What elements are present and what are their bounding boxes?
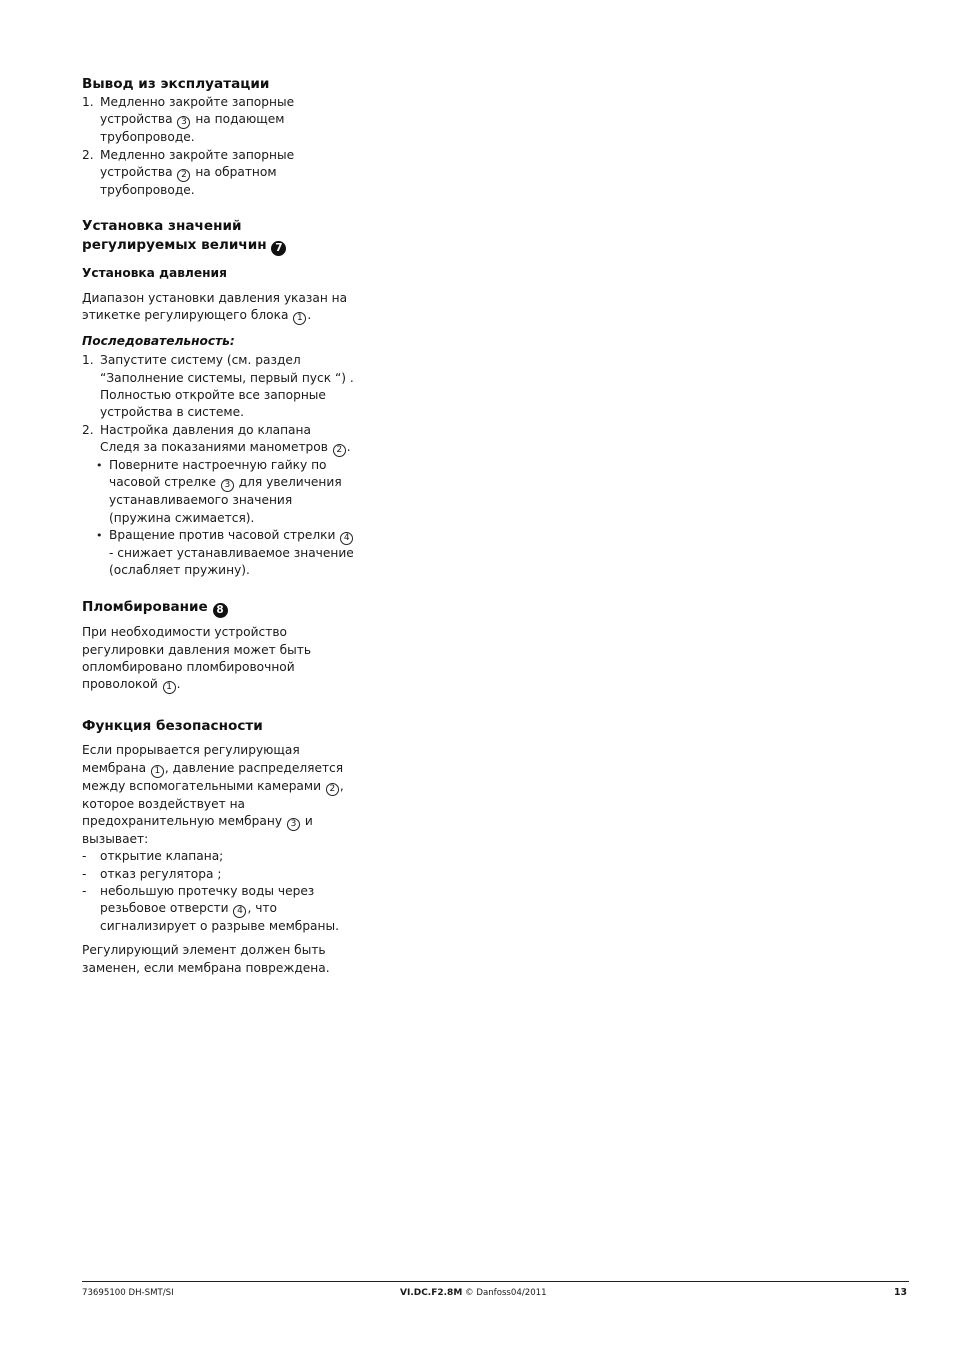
dash-icon: - [82,849,87,864]
item-text: для увеличения устанавливаемого значения (пружина сжимается). [109,475,342,525]
paragraph-text: , давление распределяется между вспомогательными камерами [82,760,344,793]
list-item [82,422,357,457]
item-text: небольшую протечку воды через резьбовое отверсти [100,883,315,916]
heading-line: регулируемых величин [82,237,267,254]
ref-2-icon: 2 [333,444,346,457]
item-text: . [346,439,351,454]
ref-4-icon: 4 [340,532,353,545]
item-text: на подающем трубопроводе. [100,112,285,145]
list-item [96,527,357,580]
list-item [82,352,357,421]
paragraph-text: Диапазон установки давления указан на этикетке регулирующего блока [82,291,348,323]
ref-1-icon: 1 [151,765,164,778]
document-id [400,1287,547,1299]
list-item [82,883,357,936]
safety-paragraph [82,742,357,848]
item-text: на обратном трубопроводе. [100,164,277,197]
item-number: 1. [82,95,94,109]
sequence-list [82,352,357,456]
paragraph-text: Если прорывается регулирующая мембрана [82,743,300,775]
safety-heading: Функция безопасности [82,718,263,735]
sealing-paragraph [82,624,357,694]
page-number: 13 [893,1287,907,1298]
copyright: © Danfoss04/2011 [465,1288,547,1298]
list-item [82,848,357,865]
ref-3-icon: 3 [177,116,190,129]
item-text: Вращение против часовой стрелки [109,527,336,542]
figure-8-icon: 8 [213,603,228,618]
item-text: Запустите систему (см. раздел “Заполнение системы, первый пуск “) . Полностью откройте все запорные устройства в системе. [100,353,354,420]
list-item [96,457,357,527]
item-text: Настройка давления до клапана [100,422,311,437]
safety-closing-paragraph: Регулирующий элемент должен быть заменен, если мембрана повреждена. [82,943,330,975]
item-text: , что сигнализирует о разрыве мембраны. [100,901,339,934]
heading-text: Пломбирование [82,599,208,616]
pressure-paragraph [82,290,357,325]
decommission-list [82,94,357,199]
dash-icon: - [82,883,87,898]
ref-3-icon: 3 [287,818,300,831]
item-text: Медленно закройте запорные устройства [100,147,295,179]
decommission-heading: Вывод из эксплуатации [82,76,270,92]
content-column [82,75,357,977]
item-number: 2. [82,147,94,162]
bullet-icon: • [96,458,103,472]
ref-2-icon: 2 [177,169,190,182]
setpoint-heading [82,217,357,256]
list-item [82,866,357,883]
item-text: Медленно закройте запорные устройства [100,95,295,127]
item-text: отказ регулятора ; [100,866,222,881]
ref-2-icon: 2 [326,783,339,796]
safety-consequences-list [82,848,357,935]
sealing-heading [82,598,357,618]
ref-3-icon: 3 [221,479,234,492]
paragraph-text: , которое воздействует на предохранительную мембрану [82,778,344,828]
item-number: 1. [82,353,94,368]
item-number: 2. [82,422,94,437]
list-item [82,147,357,200]
paragraph-text: . [307,308,312,323]
figure-7-icon: 7 [271,241,286,256]
item-text: Поверните настроечную гайку по часовой стрелке [109,457,327,490]
list-item [82,94,357,147]
ref-1-icon: 1 [163,681,176,694]
item-text: открытие клапана; [100,849,224,864]
footer-divider [82,1281,909,1282]
page-footer [82,1287,909,1301]
document-code: 73695100 DH-SMT/SI [82,1288,174,1298]
dash-icon: - [82,866,87,881]
paragraph-text: . [176,677,181,692]
pressure-subheading: Установка давления [82,266,227,281]
ref-1-icon: 1 [293,312,306,325]
document-id-code: VI.DC.F2.8M [400,1288,463,1298]
item-text: Следя за показаниями манометров [100,439,328,454]
paragraph-text: и вызывает: [82,813,313,846]
heading-line: Установка значений [82,218,242,235]
sequence-subheading: Последовательность: [82,334,235,349]
item-text: - снижает устанавливаемое значение (ослабляет пружину). [109,545,354,578]
ref-4-icon: 4 [233,905,246,918]
bullet-icon: • [96,528,103,542]
adjustment-bullets [82,457,357,579]
paragraph-text: При необходимости устройство регулировки давления может быть опломбировано пломбировочной проволокой [82,625,312,692]
